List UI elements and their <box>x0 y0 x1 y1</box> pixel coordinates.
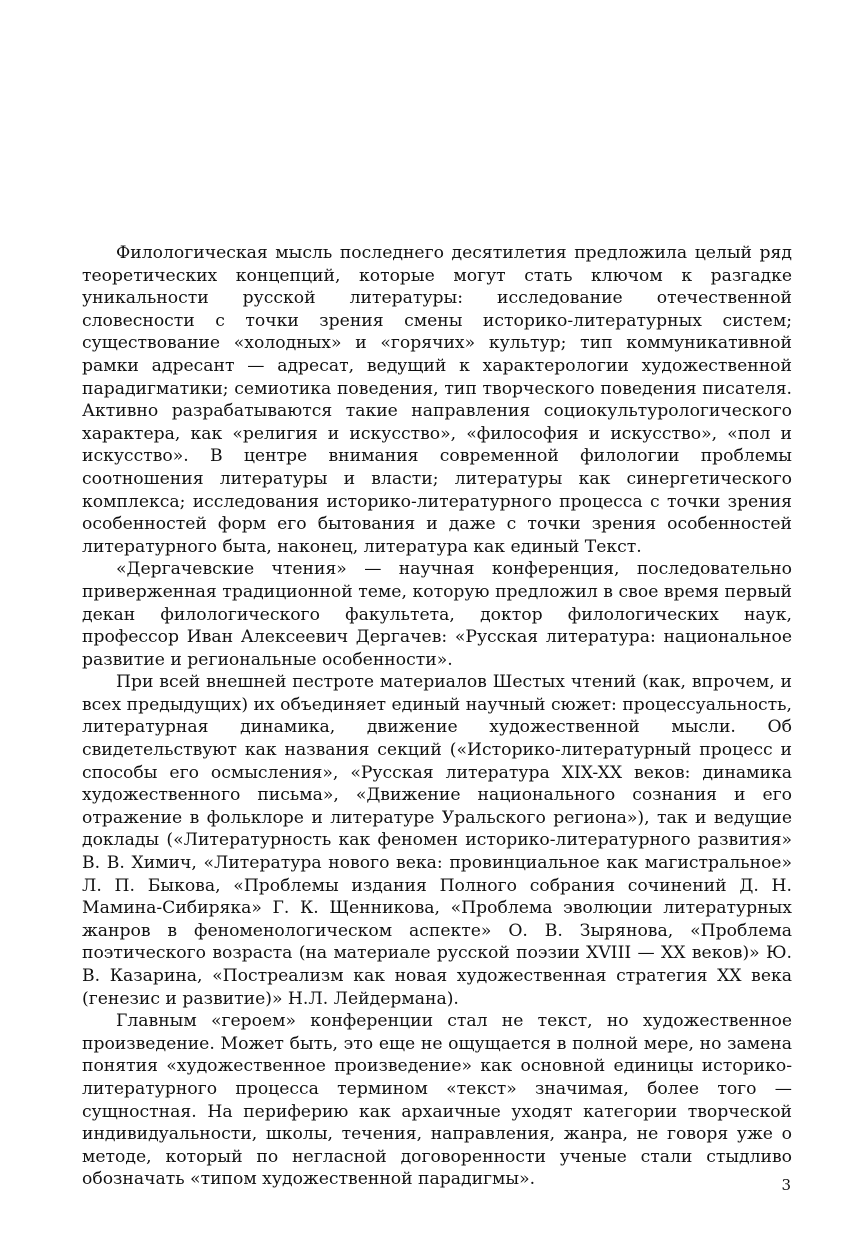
body-text <box>82 242 792 1191</box>
paragraph-3: При всей внешней пестроте материалов Шестых чтений (как, впрочем, и всех предыдущих) их объединяет единый научный сюжет: процессуальность, литературная динамика, движение художественной мысли. Об свидетельствуют как названия секций («Историко-литературный процесс и способы его осмысления», «Русская литература XIX-XX веков: динамика художественного письма», «Движение национального сознания и его отражение в фольклоре и литературе Уральского региона»), так и ведущие доклады («Литературность как феномен историко-литературного развития» В. В. Химич, «Литература нового века: провинциальное как магистральное» Л. П. Быкова, «Проблемы издания Полного собрания сочинений Д. Н. Мамина-Сибиряка» Г. К. Щенникова, «Проблема эволюции литературных жанров в феноменологическом аспекте» О. В. Зырянова, «Проблема поэтического возраста (на материале русской поэзии XVIII — XX веков)» Ю. В. Казарина, «Постреализм как новая художественная стратегия XX века (генезис и развитие)» Н.Л. Лейдермана). <box>82 672 792 1009</box>
page-number: 3 <box>781 1176 791 1194</box>
paragraph-1: Филологическая мысль последнего десятилетия предложила целый ряд теоретических концепций, которые могут стать ключом к разгадке уникальности русской литературы: исследование отечественной словесности с точки зрения смены историко-литературных систем; существование «холодных» и «горячих» культур; тип коммуникативной рамки адресант — адресат, ведущий к характерологии художественной парадигматики; семиотика поведения, тип творческого поведения писателя. Активно разрабатываются такие направления социокультурологического характера, как «религия и искусство», «философия и искусство», «пол и искусство». В центре внимания современной филологии проблемы соотношения литературы и власти; литературы как синергетического комплекса; исследования историко-литературного процесса с точки зрения особенностей форм его бытования и даже с точки зрения особенностей литературного быта, наконец, литература как единый Текст. <box>82 243 792 557</box>
paragraph-4: Главным «героем» конференции стал не текст, но художественное произведение. Может быть, это еще не ощущается в полной мере, но замена понятия «художественное произведение» как основной единицы историко-литературного процесса термином «текст» значимая, более того — сущностная. На периферию как архаичные уходят категории творческой индивидуальности, школы, течения, направления, жанра, не говоря уже о методе, который по негласной договоренности ученые стали стыдливо обозначать «типом художественной парадигмы». <box>82 1011 792 1190</box>
paragraph-2: «Дергачевские чтения» — научная конференция, последовательно приверженная традиционной теме, которую предложил в свое время первый декан филологического факультета, доктор филологических наук, профессор Иван Алексеевич Дергачев: «Русская литература: национальное развитие и региональные особенности». <box>82 559 792 670</box>
